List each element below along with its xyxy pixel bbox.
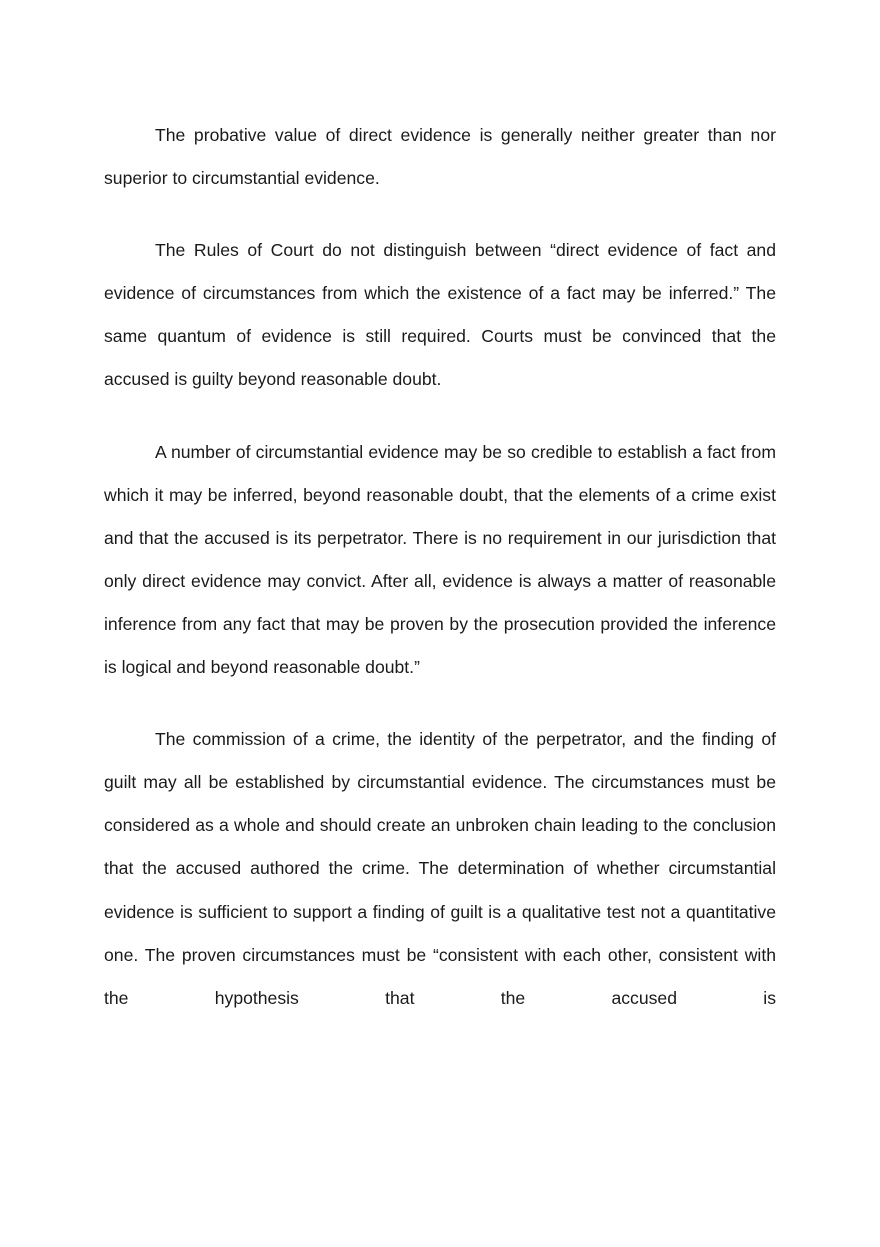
paragraph-4: The commission of a crime, the identity of the perpetrator, and the finding of guilt may all be established by circumstantial evidence. The circumstances must be considered as a whole and should create an unbroken chain leading to the conclusion that the accused authored the crime. The determination of whether circumstantial evidence is sufficient to support a finding of guilt is a qualitative test not a quantitative one. The proven circumstances must be “consistent with each other, consistent with the hypothesis that the accused is [104,729,776,1008]
paragraph-2: The Rules of Court do not distinguish between “direct evidence of fact and evidence of circumstances from which the existence of a fact may be inferred.” The same quantum of evidence is still required. Courts must be convinced that the accused is guilty beyond reasonable doubt. [104,240,776,390]
paragraph-3: A number of circumstantial evidence may be so credible to establish a fact from which it may be inferred, beyond reasonable doubt, that the elements of a crime exist and that the accused is its perpetrator. There is no requirement in our jurisdiction that only direct evidence may convict. After all, evidence is always a matter of reasonable inference from any fact that may be proven by the prosecution provided the inference is logical and beyond reasonable doubt.” [104,441,776,678]
body-text [104,114,776,1020]
paragraph-1: The probative value of direct evidence is generally neither greater than nor superior to circumstantial evidence. [104,125,776,189]
